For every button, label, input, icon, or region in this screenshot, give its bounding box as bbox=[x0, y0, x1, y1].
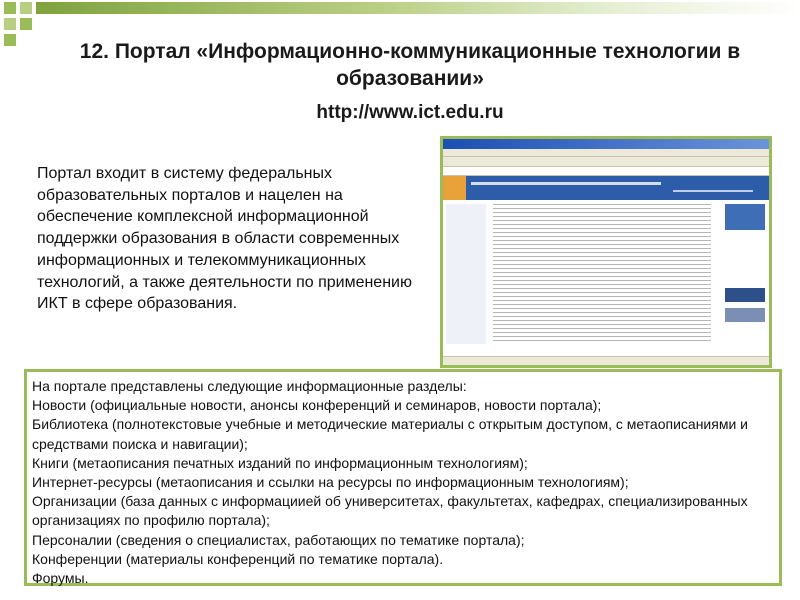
browser-toolbar bbox=[443, 157, 769, 167]
sections-line: Форумы. bbox=[32, 570, 89, 587]
corner-square-decoration bbox=[20, 18, 32, 30]
intro-paragraph: Портал входит в систему федеральных образовательных порталов и нацелен на обеспечение комплексной информационной поддержки образования в области современных информационных и телекоммуникационных технологий, а также деятельности по применению ИКТ в сфере образования. bbox=[37, 165, 412, 313]
portal-left-column bbox=[446, 204, 486, 344]
corner-square-decoration bbox=[20, 2, 32, 14]
sections-line: На портале представлены следующие информационные разделы: bbox=[32, 378, 467, 394]
sections-line: Персоналии (сведения о специалистах, работающих по тематике портала); bbox=[32, 531, 525, 548]
sections-line: Конференции (материалы конференций по тематике портала). bbox=[32, 550, 444, 567]
sections-line: Библиотека (полнотекстовые учебные и методические материалы с открытым доступом, с метаописаниями и средствами поиска и навигации); bbox=[32, 416, 748, 452]
sections-line: Книги (метаописания печатных изданий по информационным технологиям); bbox=[32, 454, 528, 471]
sections-line: Организации (база данных с информациией об университетах, факультетах, кафедрах, специализированных организациях по профилю портала); bbox=[32, 493, 748, 529]
portal-banner-block bbox=[725, 288, 765, 302]
corner-square-decoration bbox=[4, 2, 16, 14]
sections-line: Интернет-ресурсы (метаописания и ссылки на ресурсы по информационным технологиям); bbox=[32, 474, 629, 491]
portal-main-column bbox=[493, 204, 711, 344]
portal-banner-block bbox=[725, 308, 765, 322]
portal-url[interactable]: http://www.ict.edu.ru bbox=[316, 102, 504, 123]
sections-box bbox=[24, 369, 782, 586]
browser-titlebar bbox=[443, 139, 769, 149]
corner-square-decoration bbox=[4, 18, 16, 30]
sections-line: Новости (официальные новости, анонсы конференций и семинаров, новости портала); bbox=[32, 397, 602, 414]
browser-menubar bbox=[443, 149, 769, 157]
header-gradient-bar bbox=[36, 2, 800, 14]
portal-content-area bbox=[443, 200, 769, 350]
portal-logo-block bbox=[725, 204, 765, 230]
browser-status-bar bbox=[443, 356, 769, 365]
browser-address-bar bbox=[443, 167, 769, 176]
portal-screenshot-image bbox=[440, 136, 772, 368]
slide-title: 12. Портал «Информационно-коммуникационные технологии в образовании» bbox=[79, 40, 741, 90]
portal-banner bbox=[443, 176, 769, 200]
corner-square-decoration bbox=[4, 34, 16, 46]
